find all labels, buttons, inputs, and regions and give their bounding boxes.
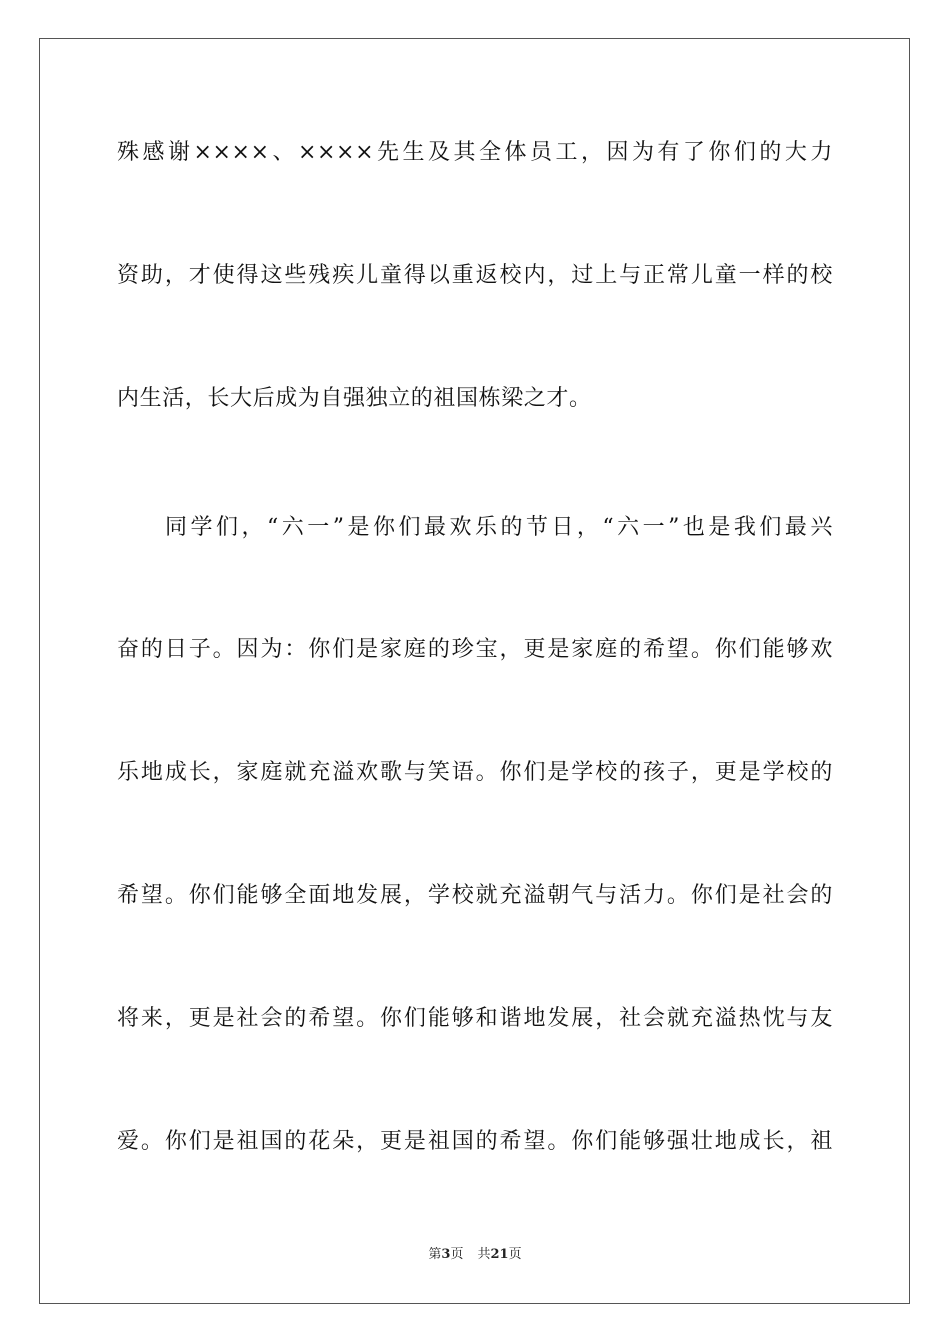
text-line-6: 乐地成长，家庭就充溢欢歌与笑语。你们是学校的孩子，更是学校的 <box>117 760 833 785</box>
page-prefix: 第 <box>428 1247 442 1262</box>
page-footer <box>0 1246 950 1264</box>
page-suffix: 页 <box>450 1247 464 1262</box>
page-border <box>39 38 910 1304</box>
total-pages: 21 <box>490 1247 509 1262</box>
text-line-5: 奋的日子。因为：你们是家庭的珍宝，更是家庭的希望。你们能够欢 <box>117 637 833 662</box>
text-line-1: 殊感谢××××、××××先生及其全体员工，因为有了你们的大力 <box>117 140 833 165</box>
page-number: 3 <box>441 1247 451 1262</box>
text-line-8: 将来，更是社会的希望。你们能够和谐地发展，社会就充溢热忱与友 <box>117 1006 833 1031</box>
text-line-9: 爱。你们是祖国的花朵，更是祖国的希望。你们能够强壮地成长，祖 <box>117 1129 833 1154</box>
text-line-3: 内生活，长大后成为自强独立的祖国栋梁之才。 <box>117 386 592 411</box>
total-suffix: 页 <box>508 1247 522 1262</box>
total-prefix: 共 <box>477 1247 491 1262</box>
text-line-7: 希望。你们能够全面地发展，学校就充溢朝气与活力。你们是社会的 <box>117 883 833 908</box>
text-line-4: 同学们，“六一”是你们最欢乐的节日，“六一”也是我们最兴 <box>165 515 833 540</box>
text-line-2: 资助，才使得这些残疾儿童得以重返校内，过上与正常儿童一样的校 <box>117 263 833 288</box>
